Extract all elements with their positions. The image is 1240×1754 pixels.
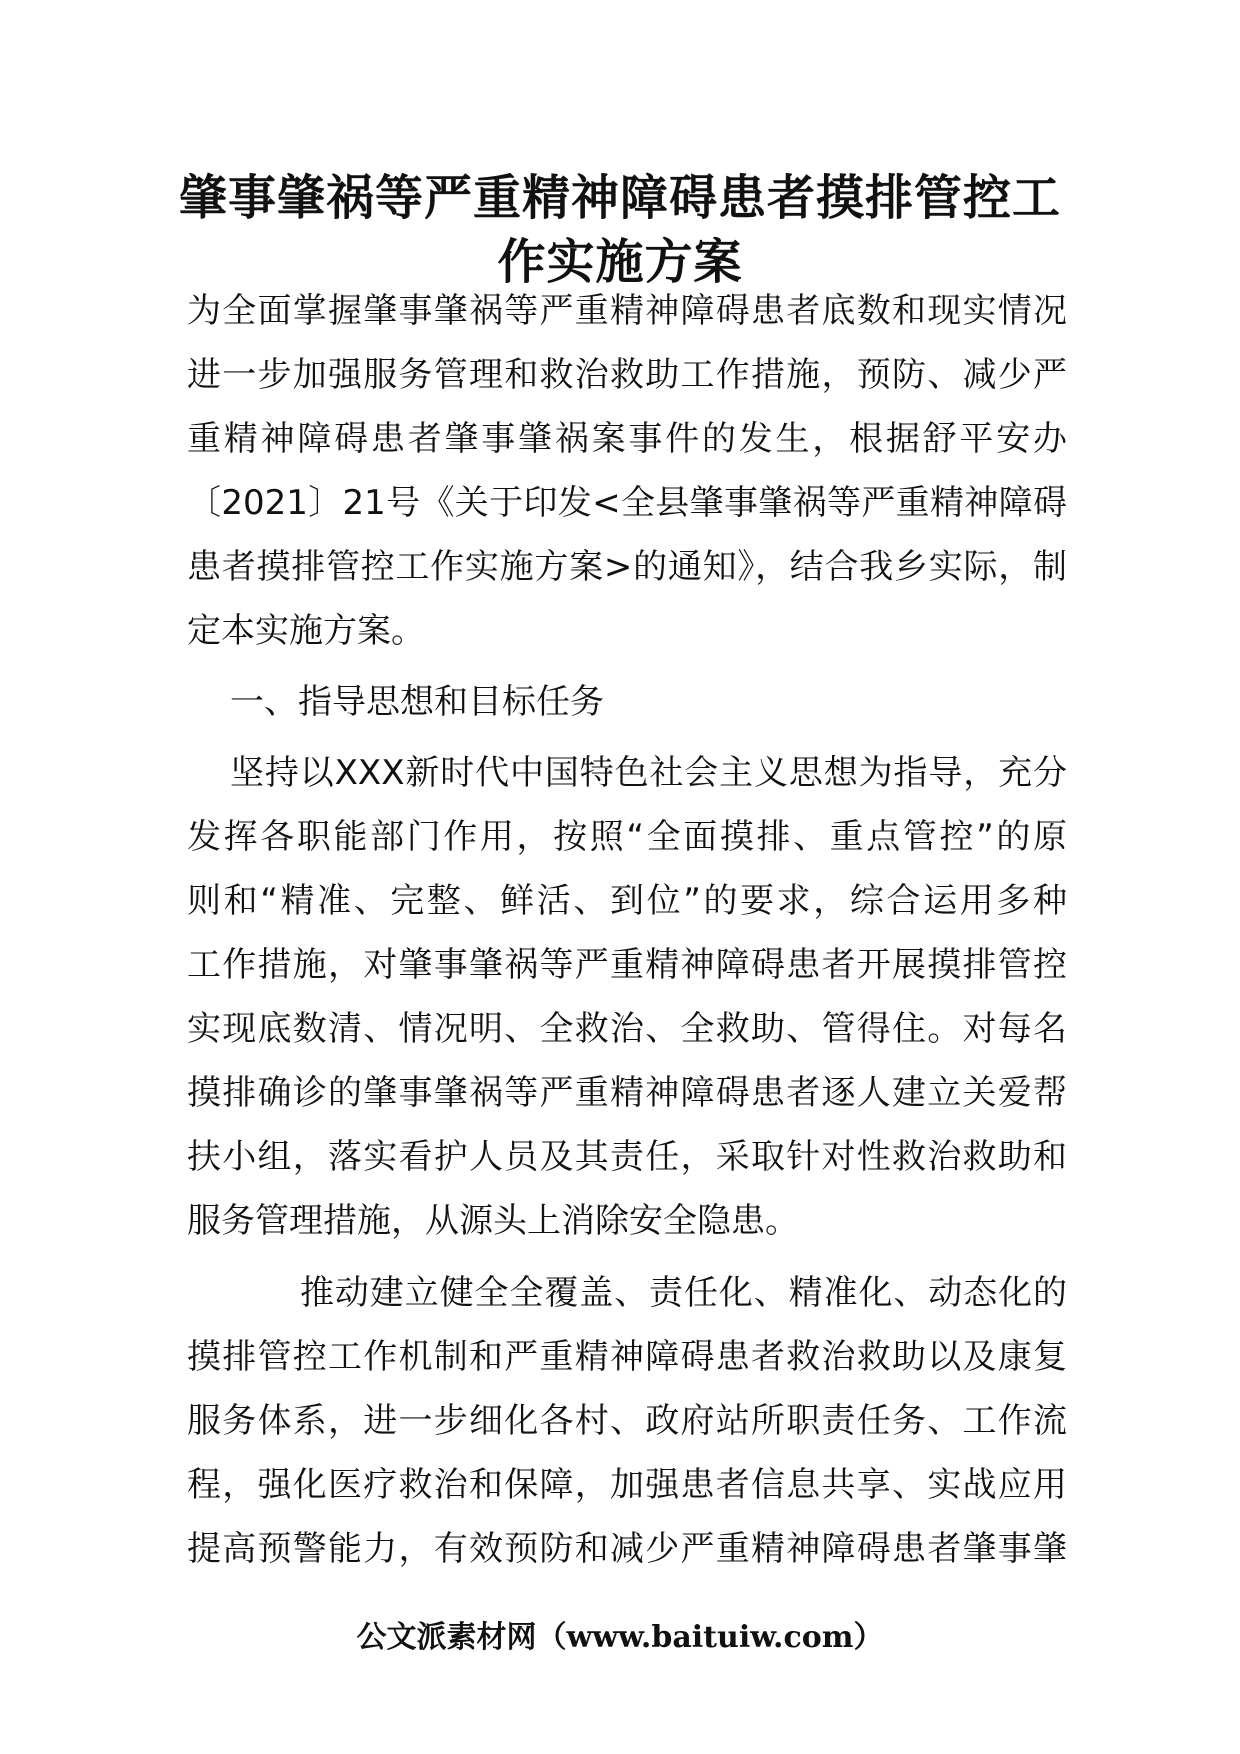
paragraph-1-line: 则和“精准、完整、鲜活、到位”的要求，综合运用多种 [187, 881, 1067, 921]
paragraph-1-line: 服务管理措施，从源头上消除安全隐患。 [187, 1201, 799, 1241]
paragraph-2-line: 提高预警能力，有效预防和减少严重精神障碍患者肇事肇 [187, 1529, 1067, 1569]
intro-line: 为全面掌握肇事肇祸等严重精神障碍患者底数和现实情况 [187, 291, 1067, 331]
paragraph-1-line: 扶小组，落实看护人员及其责任，采取针对性救治救助和 [187, 1137, 1067, 1177]
intro-line: 重精神障碍患者肇事肇祸案事件的发生，根据舒平安办 [187, 419, 1067, 459]
paragraph-2-line: 摸排管控工作机制和严重精神障碍患者救治救助以及康复 [187, 1337, 1067, 1377]
intro-line: 患者摸排管控工作实施方案>的通知》，结合我乡实际，制 [187, 547, 1067, 587]
paragraph-1-line: 工作措施，对肇事肇祸等严重精神障碍患者开展摸排管控 [187, 945, 1067, 985]
document-title-line-2: 作实施方案 [497, 234, 743, 290]
paragraph-1-line: 坚持以XXX新时代中国特色社会主义思想为指导，充分 [230, 753, 1067, 793]
section-heading: 一、指导思想和目标任务 [230, 682, 604, 722]
paragraph-2-line: 程，强化医疗救治和保障，加强患者信息共享、实战应用 [187, 1465, 1067, 1505]
paragraph-1-line: 发挥各职能部门作用，按照“全面摸排、重点管控”的原 [187, 817, 1067, 857]
paragraph-1-line: 摸排确诊的肇事肇祸等严重精神障碍患者逐人建立关爱帮 [187, 1073, 1067, 1113]
document-title-line-1: 肇事肇祸等严重精神障碍患者摸排管控工 [178, 170, 1061, 226]
paragraph-2-line: 推动建立健全全覆盖、责任化、精准化、动态化的 [300, 1273, 1067, 1313]
intro-line: 定本实施方案。 [187, 611, 425, 651]
paragraph-1-line: 实现底数清、情况明、全救治、全救助、管得住。对每名 [187, 1009, 1067, 1049]
paragraph-2-line: 服务体系，进一步细化各村、政府站所职责任务、工作流 [187, 1401, 1067, 1441]
intro-line: 进一步加强服务管理和救治救助工作措施，预防、减少严 [187, 355, 1067, 395]
intro-line: 〔2021〕21号《关于印发<全县肇事肇祸等严重精神障碍 [187, 483, 1067, 523]
footer-watermark: 公文派素材网（www.baituiw.com） [356, 1620, 884, 1655]
